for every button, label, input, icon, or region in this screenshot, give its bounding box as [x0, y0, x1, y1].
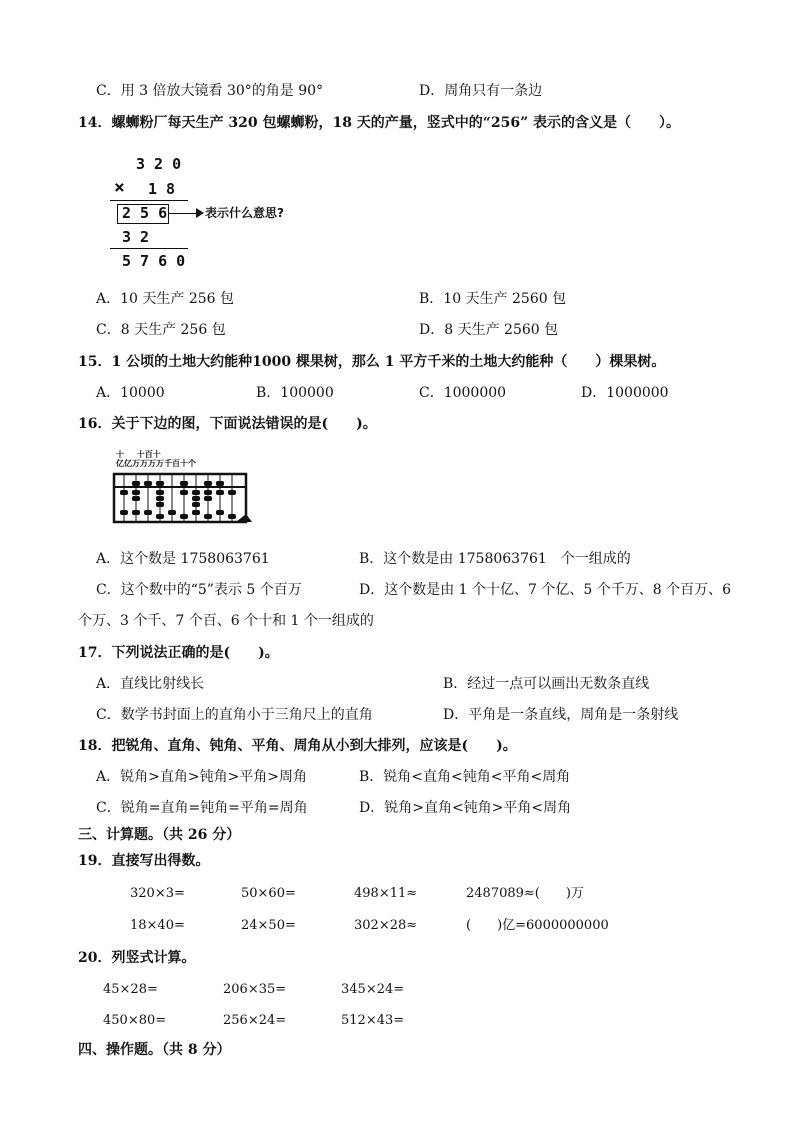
- abacus-place-label: 万: [132, 459, 140, 468]
- calc-row-partial-2: 3 2: [122, 228, 150, 246]
- q15-option-b: B．100000: [256, 385, 334, 401]
- abacus-place-label: 千: [164, 459, 172, 468]
- q16-option-a: A．这个数是 1758063761: [96, 551, 270, 567]
- q20-item: 256×24=: [223, 1013, 287, 1028]
- q14-option-d: D．8 天生产 2560 包: [419, 322, 559, 338]
- calc-line-2: [110, 248, 188, 249]
- q18-stem: 18．把锐角、直角、钝角、平角、周角从小到大排列，应该是( )。: [78, 738, 517, 754]
- abacus-place-label: 百: [172, 459, 180, 468]
- q17-option-b: B．经过一点可以画出无数条直线: [443, 676, 650, 692]
- q19-item: 2487089≈( )万: [466, 886, 584, 901]
- q19-item: 18×40=: [130, 918, 185, 933]
- calc-annotation: 表示什么意思?: [205, 206, 284, 220]
- abacus-place-label: 亿: [116, 459, 124, 468]
- abacus-place-label: 万: [156, 459, 164, 468]
- calc-row-multiplicand: 3 2 0: [136, 155, 182, 173]
- q14-option-a: A．10 天生产 256 包: [96, 291, 234, 307]
- q20-item: 206×35=: [223, 982, 287, 997]
- q19-item: 50×60=: [241, 886, 296, 901]
- q14-vertical-calculation: [110, 150, 330, 275]
- abacus-place-label: 十: [180, 459, 188, 468]
- arrow-head-icon: [196, 208, 204, 218]
- q14-option-b: B．10 天生产 2560 包: [419, 291, 567, 307]
- q18-option-b: B．锐角<直角<钝角<平角<周角: [359, 769, 571, 785]
- q18-option-c: C．锐角=直角=钝角=平角=周角: [96, 800, 308, 816]
- q13-option-c: C．用 3 倍放大镜看 30°的角是 90°: [96, 83, 324, 99]
- q20-stem: 20．列竖式计算。: [78, 950, 196, 966]
- q17-stem: 17．下列说法正确的是( )。: [78, 645, 279, 661]
- q13-option-d: D．周角只有一条边: [419, 83, 543, 99]
- abacus-place-label: 个: [188, 459, 196, 468]
- q18-option-a: A．锐角>直角>钝角>平角>周角: [96, 769, 308, 785]
- q15-stem: 15．1 公顷的土地大约能种1000 棵果树，那么 1 平方千米的土地大约能种（ ）棵果树。: [78, 354, 666, 370]
- section-heading-operation: 四、操作题。（共 8 分）: [78, 1042, 231, 1058]
- section-heading-calculation: 三、计算题。（共 26 分）: [78, 827, 241, 843]
- q15-option-a: A．10000: [96, 385, 165, 401]
- q16-option-b: B．这个数是由 1758063761 个一组成的: [359, 551, 631, 567]
- arrow-line: [168, 213, 198, 214]
- calc-row-multiplier: 1 8: [148, 180, 176, 198]
- q16-option-d: D．这个数是由 1 个十亿、7 个亿、5 个千万、8 个百万、6: [359, 582, 732, 598]
- calc-line-1: [110, 200, 188, 201]
- abacus-top-label: 十: [136, 450, 145, 459]
- q16-option-d-cont: 个万、3 个千、7 个百、6 个十和 1 个一组成的: [78, 613, 374, 629]
- abacus-place-label: 亿: [124, 459, 132, 468]
- q20-item: 512×43=: [341, 1013, 405, 1028]
- q19-stem: 19．直接写出得数。: [78, 853, 210, 869]
- abacus-top-label: 十: [116, 450, 124, 459]
- q19-item: 498×11≈: [354, 886, 418, 901]
- q14-option-c: C．8 天生产 256 包: [96, 322, 226, 338]
- abacus-place-label: 万: [140, 459, 148, 468]
- q19-item: 302×28≈: [354, 918, 418, 933]
- abacus-figure: [112, 450, 257, 528]
- q17-option-d: D．平角是一条直线，周角是一条射线: [443, 707, 679, 723]
- q15-option-d: D．1000000: [581, 385, 669, 401]
- q14-stem: 14．螺蛳粉厂每天生产 320 包螺蛳粉，18 天的产量，竖式中的“256” 表示的含义是（ ）。: [78, 115, 681, 131]
- q19-item: ( )亿=6000000000: [466, 918, 609, 933]
- q20-item: 45×28=: [103, 982, 158, 997]
- q17-option-a: A．直线比射线长: [96, 676, 205, 692]
- q15-option-c: C．1000000: [419, 385, 507, 401]
- q17-option-c: C．数学书封面上的直角小于三角尺上的直角: [96, 707, 373, 723]
- abacus-icon: [112, 470, 257, 528]
- abacus-top-label: 百: [144, 450, 153, 459]
- abacus-place-label: 万: [148, 459, 156, 468]
- q19-item: 24×50=: [241, 918, 296, 933]
- calc-row-partial-1: 2 5 6: [122, 204, 168, 222]
- q20-item: 450×80=: [103, 1013, 167, 1028]
- calc-times-sign: ×: [114, 177, 125, 198]
- q20-item: 345×24=: [341, 982, 405, 997]
- q18-option-d: D．锐角>直角<钝角>平角<周角: [359, 800, 572, 816]
- q16-option-c: C．这个数中的“5”表示 5 个百万: [96, 582, 302, 598]
- calc-row-product: 5 7 6 0: [122, 252, 186, 270]
- q16-stem: 16．关于下边的图，下面说法错误的是( )。: [78, 416, 377, 432]
- q19-item: 320×3=: [130, 886, 185, 901]
- abacus-top-label: 十: [152, 450, 161, 459]
